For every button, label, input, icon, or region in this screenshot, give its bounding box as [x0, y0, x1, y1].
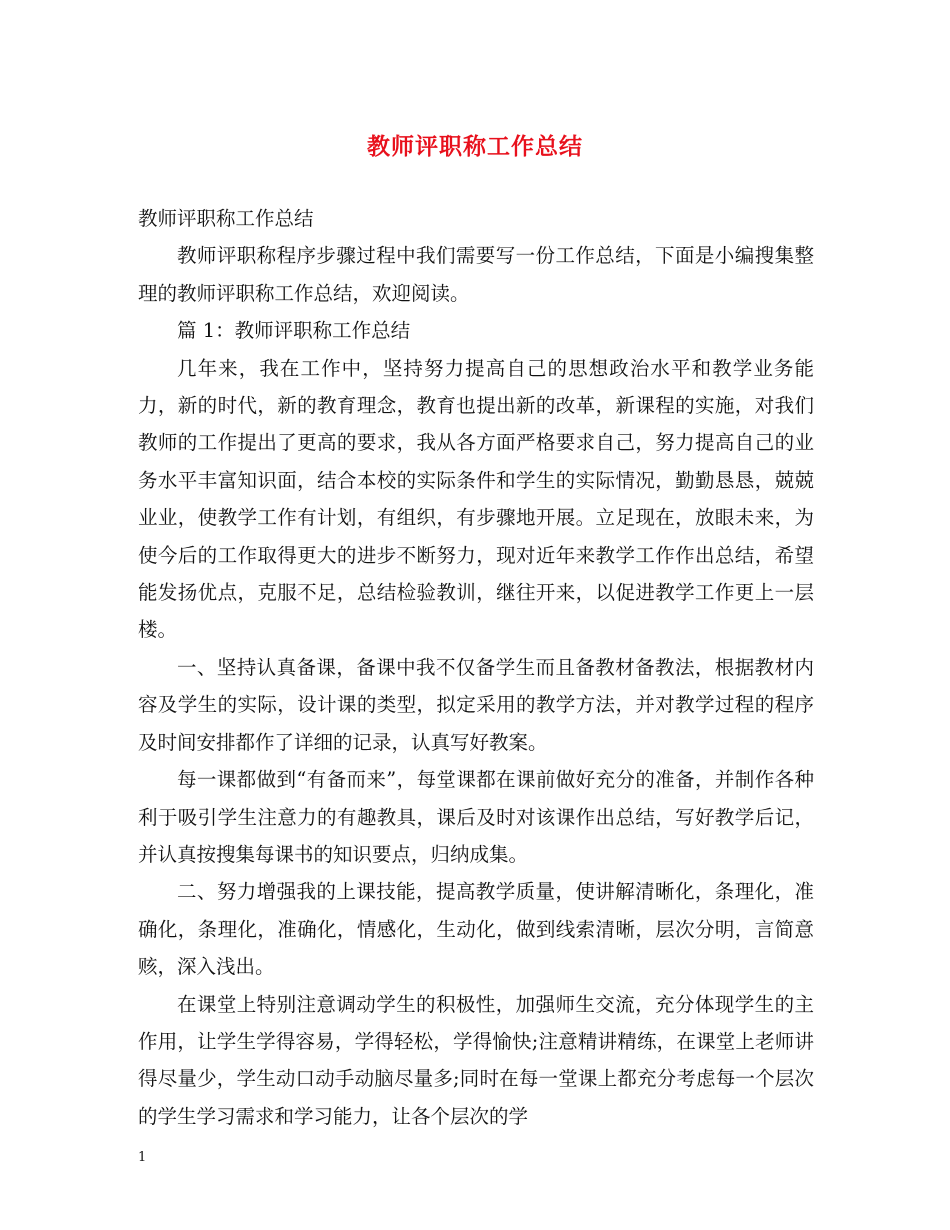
- paragraph-heading: 教师评职称工作总结: [138, 207, 314, 230]
- document-title: 教师评职称工作总结: [367, 133, 583, 160]
- paragraph: 二、努力增强我的上课技能，提高教学质量，使讲解清晰化，条理化，准确化，条理化，准确化，情感化，生动化，做到线索清晰，层次分明，言简意赅，深入浅出。: [138, 880, 814, 979]
- page-number: 1: [138, 1150, 147, 1165]
- document-body: [138, 200, 814, 1135]
- paragraph-intro: 教师评职称程序步骤过程中我们需要写一份工作总结，下面是小编搜集整理的教师评职称工作总结，欢迎阅读。: [138, 244, 814, 305]
- paragraph: 每一课都做到“有备而来”，每堂课都在课前做好充分的准备，并制作各种利于吸引学生注意力的有趣教具，课后及时对该课作出总结，写好教学后记，并认真按搜集每课书的知识要点，归纳成集。: [138, 768, 814, 866]
- section-heading: 篇 1：教师评职称工作总结: [177, 319, 411, 343]
- paragraph: 在课堂上特别注意调动学生的积极性，加强师生交流，充分体现学生的主作用，让学生学得容易，学得轻松，学得愉快;注意精讲精练，在课堂上老师讲得尽量少，学生动口动手动脑尽量多;同时在每一堂课上都充分考虑每一个层次的学生学习需求和学习能力，让各个层次的学: [138, 992, 814, 1128]
- paragraph: 几年来，我在工作中，坚持努力提高自己的思想政治水平和教学业务能力，新的时代，新的教育理念，教育也提出新的改革，新课程的实施，对我们教师的工作提出了更高的要求，我从各方面严格要求自己，努力提高自己的业务水平丰富知识面，结合本校的实际条件和学生的实际情况，勤勤恳恳，兢兢业业，使教学工作有计划，有组织，有步骤地开展。立足现在，放眼未来，为使今后的工作取得更大的进步不断努力，现对近年来教学工作作出总结，希望能发扬优点，克服不足，总结检验教训，继往开来，以促进教学工作更上一层楼。: [138, 356, 814, 642]
- paragraph: 一、坚持认真备课，备课中我不仅备学生而且备教材备教法，根据教材内容及学生的实际，设计课的类型，拟定采用的教学方法，并对教学过程的程序及时间安排都作了详细的记录，认真写好教案。: [138, 655, 814, 754]
